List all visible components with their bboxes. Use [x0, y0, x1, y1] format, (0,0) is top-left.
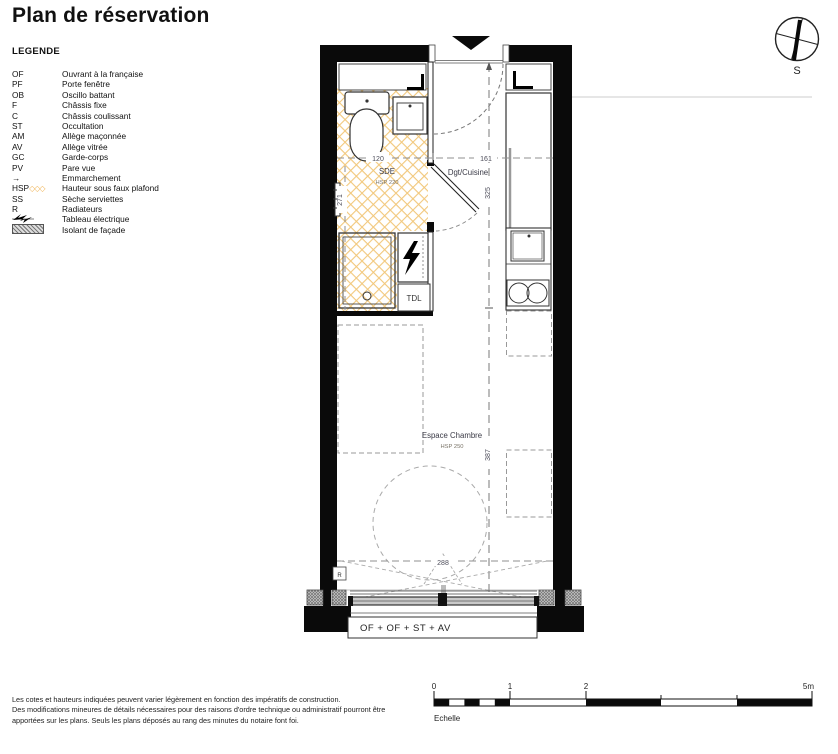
electrical-panel-icon: [12, 213, 34, 224]
legend-row: PV Pare vue: [12, 162, 96, 173]
legend-row: ST Occultation: [12, 120, 104, 131]
legend-row: C Châssis coulissant: [12, 110, 131, 121]
entry-closet: [506, 64, 551, 90]
scale-tick-5m: 5m: [802, 682, 814, 691]
entrance-opening: [429, 45, 509, 134]
legend-row: Tableau électrique: [12, 214, 282, 224]
room-label-chambre: Espace Chambre: [421, 431, 483, 440]
scale-tick-0: 0: [431, 682, 437, 691]
dim-room-width: 288: [437, 560, 449, 567]
legend-heading: LEGENDE: [12, 46, 61, 57]
legend-row: HSP◇◇◇ Hauteur sous faux plafond: [12, 182, 159, 194]
legend-row: OF Ouvrant à la française: [12, 69, 144, 79]
legend-row: R Radiateurs: [12, 204, 103, 215]
disclaimer-line: Des modifications mineures de détails nécessaires pour des raisons d'ordre technique ou administratif pourront être: [12, 705, 386, 715]
compass: [776, 18, 819, 78]
legend: [12, 46, 282, 235]
dim-sde-width: 120: [372, 156, 384, 163]
furniture-zone-dashed-right: [507, 450, 552, 517]
legend-row: AM Allège maçonnée: [12, 131, 127, 142]
legend-row: GC Garde-corps: [12, 152, 109, 163]
room-hsp-chambre: HSP 250: [440, 444, 464, 450]
compass-south-label: S: [793, 65, 801, 77]
clearance-circle-dashed: [373, 466, 487, 580]
entrance-marker-triangle-icon: [452, 36, 490, 50]
dim-sde-depth: 271: [337, 194, 344, 206]
dim-entry-depth: 325: [485, 187, 492, 199]
legend-row: → Emmarchement: [12, 172, 121, 183]
scale-tick-2: 2: [583, 682, 589, 691]
legend-row: Isolant de façade: [12, 225, 282, 235]
tdl-box: [398, 284, 430, 311]
sde-door-arc: [436, 213, 477, 231]
disclaimer-line: apportées sur les plans. Seuls les plans déposés au rang des minutes du notaire font foi.: [12, 715, 299, 725]
window: [337, 590, 553, 638]
vanity-sink: [393, 97, 427, 134]
sde-partitions: [428, 62, 479, 311]
window-spec-label: OF + OF + ST + AV: [360, 623, 451, 634]
legend-row: F Châssis fixe: [12, 100, 107, 111]
emmarchement-arrow-icon: →: [12, 172, 21, 183]
sde-top-cabinet: [339, 64, 426, 90]
legend-row: SS Sèche serviettes: [12, 193, 124, 204]
legend-row: AV Allège vitrée: [12, 141, 108, 152]
scale-bar: [432, 682, 815, 723]
kitchen-tall-unit: [506, 93, 551, 230]
dim-room-depth: 387: [485, 449, 492, 461]
disclaimer-line: Les cotes et hauteurs indiquées peuvent varier légèrement en fonction des impératifs de construction.: [12, 695, 341, 704]
room-hsp-sde: HSP 220: [375, 180, 399, 186]
radiator: [333, 567, 346, 580]
facade-insulation-icon: [12, 224, 44, 234]
room-label-sde: SDE: [378, 167, 396, 176]
scale-tick-1: 1: [507, 682, 513, 691]
kitchen-counter-dashed: [507, 311, 552, 356]
legend-row: OB Oscillo battant: [12, 89, 115, 100]
room-label-dgt-cuisine: Dgt/Cuisine: [447, 168, 489, 177]
tdl-label: TDL: [406, 294, 422, 303]
electrical-panel: [398, 233, 428, 282]
hsp-hatch-icon: ◇◇◇: [29, 183, 45, 193]
page-title: Plan de réservation: [12, 4, 210, 27]
scale-label: Echelle: [434, 714, 461, 723]
entrance-door-arc: [434, 64, 503, 134]
dim-entry-width: 161: [480, 156, 492, 163]
radiator-label: R: [337, 573, 342, 579]
disclaimer-text: [12, 695, 402, 726]
legend-row: PF Porte fenêtre: [12, 79, 110, 90]
furniture-zone-dashed-left: [338, 325, 423, 453]
